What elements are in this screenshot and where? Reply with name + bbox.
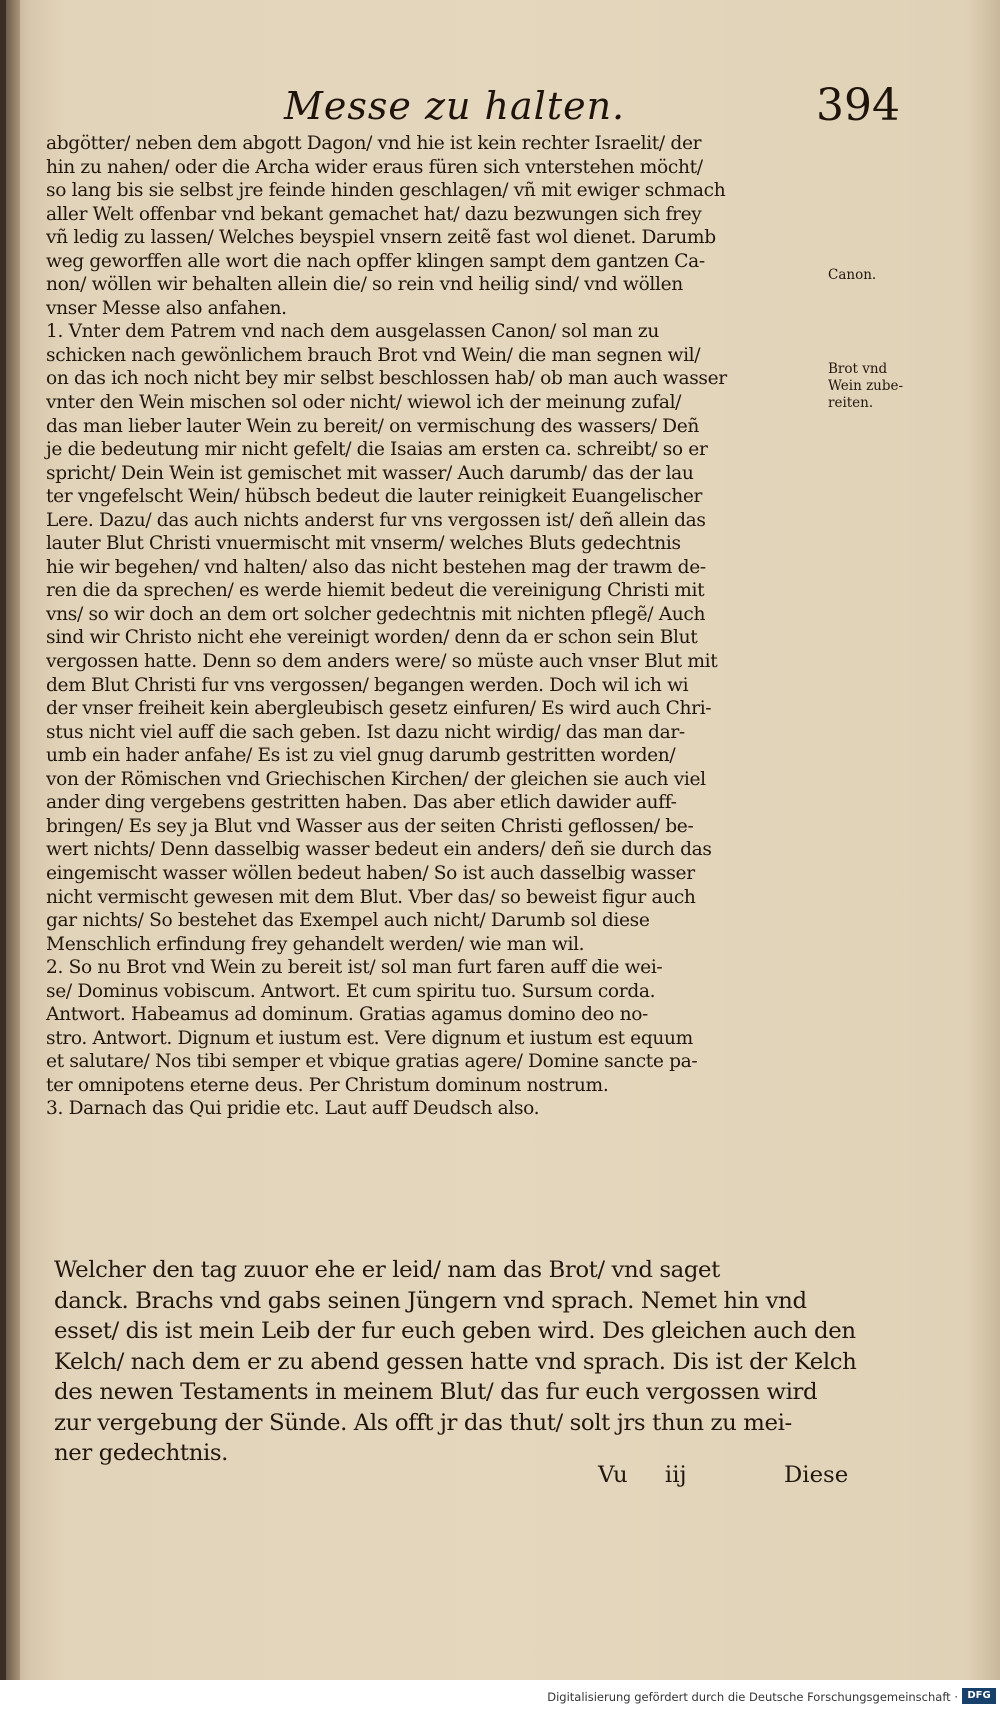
dfg-logo-icon: DFG [962, 1688, 996, 1704]
text-line: 3. Darnach das Qui pridie etc. Laut auff Deudsch also. [46, 1098, 540, 1120]
text-line: der vnser freiheit kein abergleubisch gesetz einfuren/ Es wird auch Chri- [46, 698, 712, 720]
text-line-large: ner gedechtnis. [54, 1440, 229, 1466]
text-line: ren die da sprechen/ es werde hiemit bedeut die vereinigung Christi mit [46, 580, 705, 602]
signature-mark: Vu iij [598, 1462, 687, 1488]
main-text-block [46, 132, 836, 1121]
text-line: so lang bis sie selbst jre feinde hinden geschlagen/ vñ mit ewiger schmach [46, 180, 726, 202]
text-line: schicken nach gewönlichem brauch Brot vnd Wein/ die man segnen wil/ [46, 344, 701, 366]
folio-number: 394 [816, 80, 900, 131]
text-line: dem Blut Christi fur vns vergossen/ begangen werden. Doch wil ich wi [46, 674, 689, 696]
text-line: ter vngefelscht Wein/ hübsch bedeut die lauter reinigkeit Euangelischer [46, 486, 703, 508]
text-line-large: des newen Testaments in meinem Blut/ das fur euch vergossen wird [54, 1379, 818, 1405]
text-line: gar nichts/ So bestehet das Exempel auch nicht/ Darumb sol diese [46, 910, 650, 932]
text-line: non/ wöllen wir behalten allein die/ so rein vnd heilig sind/ vnd wöllen [46, 274, 683, 296]
text-line: et salutare/ Nos tibi semper et vbique gratias agere/ Domine sancte pa- [46, 1051, 698, 1073]
text-line: on das ich noch nicht bey mir selbst beschlossen hab/ ob man auch wasser [46, 368, 727, 390]
text-line: spricht/ Dein Wein ist gemischet mit wasser/ Auch darumb/ das der lau [46, 462, 694, 484]
text-line: vnter den Wein mischen sol oder nicht/ wiewol ich der meinung zufal/ [46, 392, 682, 414]
text-line: lauter Blut Christi vnuermischt mit vnserm/ welches Bluts gedechtnis [46, 533, 681, 555]
text-line: abgötter/ neben dem abgott Dagon/ vnd hie ist kein rechter Israelit/ der [46, 133, 702, 154]
text-line: Lere. Dazu/ das auch nichts anderst fur vns vergossen ist/ deñ allein das [46, 509, 706, 531]
text-line: stus nicht viel auff die sach geben. Ist dazu nicht wirdig/ das man dar- [46, 721, 685, 743]
digitization-footer [0, 1680, 1000, 1717]
text-line: von der Römischen vnd Griechischen Kirchen/ der gleichen sie auch viel [46, 768, 706, 790]
text-line: bringen/ Es sey ja Blut vnd Wasser aus der seiten Christi geflossen/ be- [46, 815, 694, 837]
text-line: 2. So nu Brot vnd Wein zu bereit ist/ sol man furt faren auff die wei- [46, 957, 663, 979]
text-line-large: Kelch/ nach dem er zu abend gessen hatte vnd sprach. Dis ist der Kelch [54, 1348, 857, 1375]
text-line: weg geworffen alle wort die nach opffer klingen sampt dem gantzen Ca- [46, 250, 705, 272]
text-line-large: esset/ dis ist mein Leib der fur euch geben wird. Des gleichen auch den [54, 1318, 856, 1344]
running-title: Messe zu halten. [284, 84, 626, 128]
text-line: hin zu nahen/ oder die Archa wider eraus füren sich vnterstehen möcht/ [46, 156, 703, 178]
text-line: je die bedeutung mir nicht gefelt/ die Isaias am ersten ca. schreibt/ so er [46, 439, 708, 461]
text-line: ander ding vergebens gestritten haben. Das aber etlich dawider auff- [46, 792, 677, 814]
text-line: vergossen hatte. Denn so dem anders were/ so müste auch vnser Blut mit [46, 651, 718, 673]
text-line: vnser Messe also anfahen. [46, 297, 287, 319]
text-line: eingemischt wasser wöllen bedeut haben/ So ist auch dasselbig wasser [46, 862, 695, 884]
text-line: das man lieber lauter Wein zu bereit/ on vermischung des wassers/ Deñ [46, 415, 699, 437]
text-line: Menschlich erfindung frey gehandelt werden/ wie man wil. [46, 933, 585, 955]
text-line: umb ein hader anfahe/ Es ist zu viel gnug darumb gestritten worden/ [46, 745, 676, 767]
text-line: Antwort. Habeamus ad dominum. Gratias agamus domino deo no- [46, 1004, 648, 1026]
catchword: Diese [784, 1462, 849, 1488]
text-line: sind wir Christo nicht ehe vereinigt worden/ denn da er schon sein Blut [46, 627, 698, 649]
text-line: stro. Antwort. Dignum et iustum est. Vere dignum et iustum est equum [46, 1027, 693, 1049]
text-line-large: Welcher den tag zuuor ehe er leid/ nam das Brot/ vnd saget [54, 1257, 720, 1283]
text-line-large: zur vergebung der Sünde. Als offt jr das thut/ solt jrs thun zu mei- [54, 1409, 792, 1436]
margin-note-canon: Canon. [828, 267, 877, 283]
text-line: wert nichts/ Denn dasselbig wasser bedeut ein anders/ deñ sie durch das [46, 839, 712, 861]
text-line: vñ ledig zu lassen/ Welches beyspiel vnsern zeitẽ fast wol dienet. Darumb [46, 227, 716, 249]
text-line: se/ Dominus vobiscum. Antwort. Et cum spiritu tuo. Sursum corda. [46, 980, 656, 1002]
text-line: nicht vermischt gewesen mit dem Blut. Vber das/ so beweist figur auch [46, 886, 696, 908]
margin-note-bread-wine: Brot vnd Wein zube- reiten. [828, 361, 904, 411]
book-page [6, 0, 1000, 1680]
text-line: 1. Vnter dem Patrem vnd nach dem ausgelassen Canon/ sol man zu [46, 321, 659, 343]
text-line: hie wir begehen/ vnd halten/ also das nicht bestehen mag der trawm de- [46, 556, 706, 578]
text-line: aller Welt offenbar vnd bekant gemachet hat/ dazu bezwungen sich frey [46, 203, 702, 225]
dfg-credit: Digitalisierung gefördert durch die Deutsche Forschungsgemeinschaft · [547, 1690, 958, 1704]
text-line: vns/ so wir doch an dem ort solcher gedechtnis mit nichten pflegẽ/ Auch [46, 603, 706, 625]
text-line: ter omnipotens eterne deus. Per Christum dominum nostrum. [46, 1074, 609, 1096]
words-of-institution-block [54, 1255, 857, 1469]
text-line-large: danck. Brachs vnd gabs seinen Jüngern vnd sprach. Nemet hin vnd [54, 1287, 807, 1314]
